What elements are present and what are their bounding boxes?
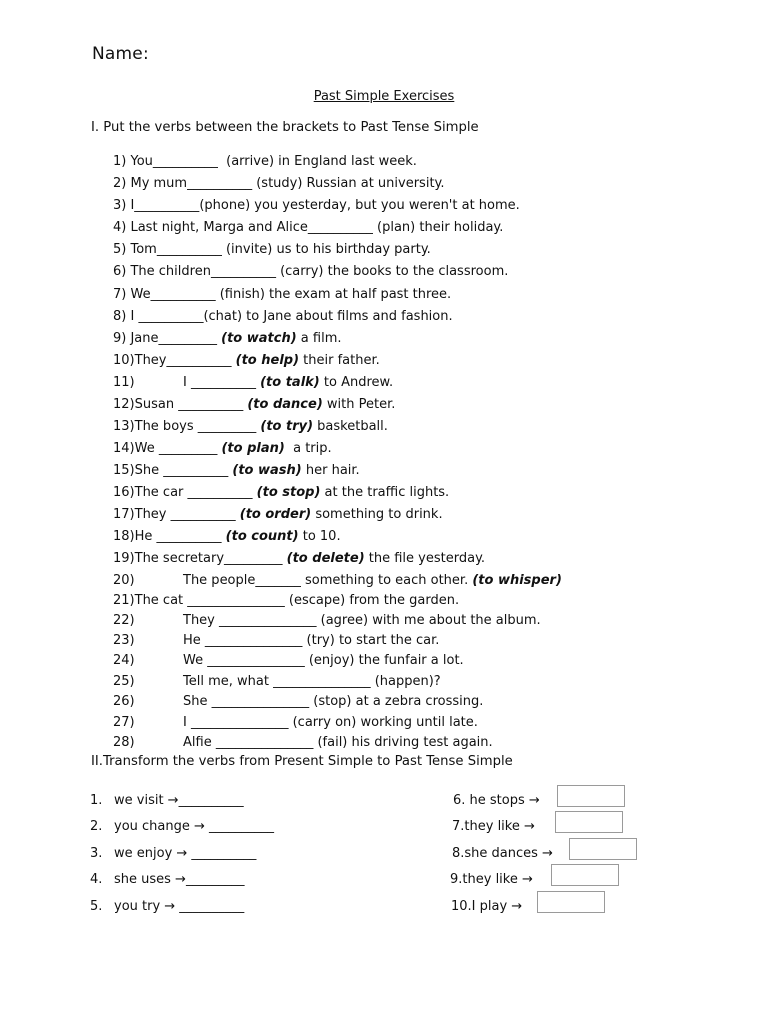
transform-item: 10.I play → (451, 899, 523, 914)
exercise-item (113, 441, 332, 457)
exercise-text: We _______________ (183, 653, 309, 668)
name-label: Name: (92, 44, 149, 64)
exercise-verb-prompt: (to delete) (286, 551, 365, 566)
exercise-text: I _______________ (183, 715, 293, 730)
exercise-item (113, 309, 453, 325)
page-title: Past Simple Exercises (313, 89, 455, 104)
exercise-verb-prompt: (to plan) (221, 441, 285, 456)
transform-number: 4. (90, 872, 103, 887)
transform-item: we visit →__________ (114, 793, 244, 808)
exercise-item (113, 735, 493, 751)
exercise-item (113, 287, 451, 303)
exercise-verb-prompt: (to order) (239, 507, 312, 522)
exercise-verb-prompt: (escape) from the garden. (288, 593, 460, 608)
exercise-item (113, 485, 449, 501)
exercise-number: 18) (113, 529, 135, 544)
exercise-number: 23) (113, 633, 135, 648)
exercise-text-end: at the traffic lights. (320, 485, 450, 500)
exercise-item (113, 507, 443, 523)
exercise-text-end: their father. (299, 353, 380, 368)
exercise-text: Alfie _______________ (183, 735, 318, 750)
exercise-verb-prompt: (finish) the exam at half past three. (219, 287, 452, 302)
exercise-verb-prompt: (carry on) working until late. (292, 715, 478, 730)
exercise-text: Tell me, what _______________ (183, 674, 375, 689)
exercise-item (113, 154, 417, 170)
exercise-verb-prompt: (to count) (225, 529, 299, 544)
exercise-item (113, 176, 445, 192)
exercise-text: The car __________ (134, 485, 257, 500)
exercise-text-end: basketball. (313, 419, 388, 434)
exercise-verb-prompt: (study) Russian at university. (256, 176, 445, 191)
exercise-text: I __________ (126, 309, 204, 324)
exercise-verb-prompt: (to dance) (247, 397, 323, 412)
exercise-number: 19) (113, 551, 135, 566)
exercise-text: I __________ (183, 375, 261, 390)
exercise-item (113, 573, 562, 589)
exercise-item (113, 529, 341, 545)
exercise-number: 11) (113, 375, 135, 390)
exercise-item (113, 694, 483, 710)
exercise-verb-prompt: (to stop) (256, 485, 321, 500)
exercise-text: You__________ (126, 154, 223, 169)
exercise-item (113, 242, 431, 258)
part1-instruction: I. Put the verbs between the brackets to Past Tense Simple (91, 120, 479, 135)
exercise-number: 17) (113, 507, 135, 522)
exercise-item (113, 653, 464, 669)
exercise-item (113, 264, 508, 280)
exercise-number: 2) (113, 176, 127, 191)
exercise-verb-prompt: (arrive) in England last week. (222, 154, 417, 169)
answer-box[interactable] (569, 838, 637, 860)
exercise-text: They__________ (134, 353, 236, 368)
exercise-text: She _______________ (183, 694, 314, 709)
exercise-number: 1) (113, 154, 127, 169)
exercise-text: The secretary_________ (134, 551, 287, 566)
exercise-number: 4) (113, 220, 127, 235)
exercise-text-end: a trip. (284, 441, 332, 456)
exercise-text: They _______________ (183, 613, 321, 628)
exercise-item (113, 613, 541, 629)
answer-box[interactable] (537, 891, 605, 913)
exercise-verb-prompt: (to whisper) (472, 573, 562, 588)
exercise-text-end: the file yesterday. (364, 551, 486, 566)
exercise-item (113, 715, 478, 731)
transform-item: you change → __________ (114, 819, 275, 834)
exercise-number: 26) (113, 694, 135, 709)
exercise-verb-prompt: (to wash) (232, 463, 302, 478)
exercise-verb-prompt: (plan) their holiday. (377, 220, 504, 235)
exercise-number: 27) (113, 715, 135, 730)
exercise-verb-prompt: (to try) (260, 419, 314, 434)
exercise-text-end: something to drink. (311, 507, 443, 522)
exercise-number: 14) (113, 441, 135, 456)
exercise-text: My mum__________ (126, 176, 257, 191)
exercise-text: We__________ (126, 287, 220, 302)
transform-item: she uses →_________ (114, 872, 245, 887)
exercise-text: I__________ (126, 198, 200, 213)
exercise-text: Tom__________ (126, 242, 226, 257)
exercise-verb-prompt: (to talk) (260, 375, 320, 390)
exercise-number: 12) (113, 397, 135, 412)
part2-instruction: II.Transform the verbs from Present Simple to Past Tense Simple (91, 754, 513, 769)
exercise-number: 20) (113, 573, 135, 588)
exercise-verb-prompt: (phone) you yesterday, but you weren't at home. (199, 198, 520, 213)
exercise-text-end: to Andrew. (319, 375, 394, 390)
transform-item: we enjoy → __________ (114, 846, 257, 861)
exercise-number: 6) (113, 264, 127, 279)
exercise-text: We _________ (134, 441, 222, 456)
transform-number: 5. (90, 899, 103, 914)
transform-number: 3. (90, 846, 103, 861)
exercise-number: 7) (113, 287, 127, 302)
exercise-text: He _______________ (183, 633, 307, 648)
answer-box[interactable] (555, 811, 623, 833)
exercise-number: 15) (113, 463, 135, 478)
exercise-text-end: with Peter. (322, 397, 396, 412)
exercise-verb-prompt: (enjoy) the funfair a lot. (308, 653, 464, 668)
exercise-item (113, 633, 439, 649)
exercise-verb-prompt: (invite) us to his birthday party. (225, 242, 431, 257)
exercise-verb-prompt: (fail) his driving test again. (317, 735, 493, 750)
exercise-text: He __________ (134, 529, 226, 544)
exercise-item (113, 375, 393, 391)
exercise-number: 28) (113, 735, 135, 750)
exercise-text-end: her hair. (301, 463, 360, 478)
exercise-number: 13) (113, 419, 135, 434)
transform-number: 1. (90, 793, 103, 808)
exercise-number: 24) (113, 653, 135, 668)
exercise-item (113, 419, 388, 435)
exercise-number: 25) (113, 674, 135, 689)
exercise-text-end: to 10. (298, 529, 341, 544)
exercise-verb-prompt: (to watch) (221, 331, 297, 346)
transform-item: 8.she dances → (452, 846, 553, 861)
answer-box[interactable] (557, 785, 625, 807)
exercise-number: 21) (113, 593, 135, 608)
exercise-number: 8) (113, 309, 127, 324)
exercise-verb-prompt: (happen)? (374, 674, 441, 689)
exercise-item (113, 463, 360, 479)
exercise-text: The cat _______________ (134, 593, 289, 608)
transform-item: 7.they like → (452, 819, 535, 834)
exercise-verb-prompt: (to help) (235, 353, 300, 368)
exercise-item (113, 198, 520, 214)
transform-item: 6. he stops → (453, 793, 540, 808)
exercise-text: Last night, Marga and Alice__________ (126, 220, 378, 235)
exercise-text: The boys _________ (134, 419, 261, 434)
transform-item: 9.they like → (450, 872, 533, 887)
transform-number: 2. (90, 819, 103, 834)
exercise-item (113, 551, 485, 567)
exercise-verb-prompt: (carry) the books to the classroom. (280, 264, 509, 279)
exercise-text: She __________ (134, 463, 233, 478)
exercise-number: 9) (113, 331, 127, 346)
exercise-text: They __________ (134, 507, 240, 522)
exercise-number: 5) (113, 242, 127, 257)
exercise-item (113, 220, 503, 236)
exercise-item (113, 353, 380, 369)
exercise-item (113, 674, 441, 690)
exercise-verb-prompt: (stop) at a zebra crossing. (313, 694, 484, 709)
exercise-text: The children__________ (126, 264, 281, 279)
exercise-item (113, 397, 395, 413)
exercise-text: The people_______ something to each other. (183, 573, 473, 588)
exercise-number: 10) (113, 353, 135, 368)
exercise-text: Jane_________ (126, 331, 222, 346)
exercise-item (113, 593, 459, 609)
exercise-text: Susan __________ (134, 397, 248, 412)
exercise-verb-prompt: (chat) to Jane about films and fashion. (203, 309, 453, 324)
exercise-number: 16) (113, 485, 135, 500)
exercise-verb-prompt: (agree) with me about the album. (320, 613, 541, 628)
exercise-number: 3) (113, 198, 127, 213)
exercise-text-end: a film. (296, 331, 342, 346)
exercise-item (113, 331, 342, 347)
exercise-number: 22) (113, 613, 135, 628)
exercise-verb-prompt: (try) to start the car. (306, 633, 440, 648)
transform-item: you try → __________ (114, 899, 245, 914)
answer-box[interactable] (551, 864, 619, 886)
